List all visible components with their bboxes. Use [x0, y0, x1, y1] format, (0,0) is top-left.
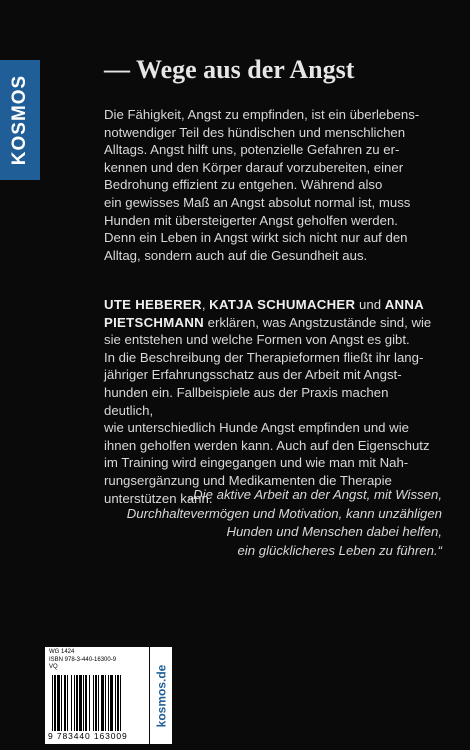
authors-line: rungsergänzung und Medikamenten die Therapie [104, 472, 392, 488]
barcode-bar [95, 675, 97, 731]
barcode-bar [76, 675, 78, 731]
barcode-bars [51, 675, 143, 731]
barcode-bar [79, 675, 82, 731]
authors-line: hunden ein. Fallbeispiele aus der Praxis machen deutlich, [104, 384, 389, 418]
barcode-bar [108, 675, 109, 731]
book-title: — Wege aus der Angst [104, 55, 355, 84]
publisher-url[interactable] [150, 647, 172, 744]
barcode-bar [64, 675, 66, 731]
authors-line: ihnen geholfen werden kann. Auch auf den Eigenschutz [104, 437, 430, 453]
barcode-code: VQ [49, 664, 58, 670]
intro-line: Alltag, sondern auch auf die Gesundheit aus. [104, 247, 368, 263]
barcode-bar [115, 675, 116, 731]
barcode-digits: 9 783440 163009 [48, 731, 128, 741]
authors-text: erklären, was Angstzustände sind, wie [204, 314, 432, 330]
intro-line: Hunden mit übersteigerter Angst geholfen werden. [104, 212, 398, 228]
barcode-bar [85, 675, 87, 731]
barcode-bar [71, 675, 72, 731]
intro-line: Die Fähigkeit, Angst zu empfinden, ist ein überlebens- [104, 107, 420, 122]
barcode-bar [89, 675, 90, 731]
separator: , [201, 297, 210, 312]
intro-line: Alltags. Angst hilft uns, potenzielle Gefahren zu er- [104, 142, 400, 158]
quote [66, 486, 442, 560]
authors-paragraph [104, 296, 434, 507]
quote-line: „Die aktive Arbeit an der Angst, mit Wissen, [188, 487, 442, 502]
barcode-bar [120, 675, 121, 731]
barcode-bar [83, 675, 84, 731]
publisher-logo [0, 60, 40, 180]
authors-line: In die Beschreibung der Therapieformen fließt ihr lang- [104, 349, 424, 365]
author-name: ANNA [384, 297, 424, 312]
intro-line: Denn ein Leben in Angst wirkt sich nicht nur auf den [104, 230, 408, 246]
barcode-bar [117, 675, 119, 731]
publisher-url-text: kosmos.de [154, 664, 169, 727]
author-name: PIETSCHMANN [104, 314, 205, 330]
barcode-bar [54, 675, 56, 731]
intro-line: notwendiger Teil des hündischen und menschlichen [104, 124, 406, 140]
intro-line: Bedrohung effizient zu entgehen. Während also [104, 177, 383, 193]
barcode-bar [93, 675, 94, 731]
author-name: UTE HEBERER [104, 297, 202, 312]
isbn: ISBN 978-3-440-16300-9 [49, 656, 117, 663]
barcode-bar [98, 675, 99, 731]
publisher-logo-text: KOSMOS [9, 74, 31, 166]
authors-line: wie unterschiedlich Hunde Angst empfinden und wie [104, 420, 409, 436]
barcode-bar [105, 675, 106, 731]
barcode-bar [57, 675, 60, 731]
barcode-bar [74, 675, 75, 731]
authors-line: unterstützen kann. [104, 490, 213, 506]
intro-line: kennen und den Körper darauf vorzubereiten, einer [104, 159, 404, 175]
authors-line: jähriger Erfahrungsschatz aus der Arbeit mit Angst- [104, 367, 402, 383]
quote-line: Durchhaltevermögen und Motivation, kann unzähligen [126, 505, 442, 521]
authors-line: sie entstehen und welche Formen von Angst es gibt. [104, 332, 410, 348]
product-group: WG 1424 [49, 649, 75, 655]
authors-line: im Training wird eingegangen und wie man mit Nah- [104, 455, 409, 471]
barcode-bar [67, 675, 68, 731]
authors-line [104, 296, 434, 314]
barcode-bar [110, 675, 113, 731]
barcode-label [45, 647, 149, 744]
barcode-bar [101, 675, 104, 731]
barcode-meta [49, 649, 116, 672]
quote-line: Hunden und Menschen dabei helfen, [226, 524, 442, 539]
separator: und [355, 297, 385, 312]
author-name: KATJA SCHUMACHER [209, 297, 356, 312]
intro-paragraph [104, 106, 434, 264]
authors-line [104, 314, 434, 332]
barcode-bar [61, 675, 62, 731]
quote-line: ein glücklicheres Leben zu führen.“ [237, 542, 442, 558]
barcode-bar [52, 675, 53, 731]
intro-line: ein gewisses Maß an Angst absolut normal ist, muss [104, 194, 411, 210]
